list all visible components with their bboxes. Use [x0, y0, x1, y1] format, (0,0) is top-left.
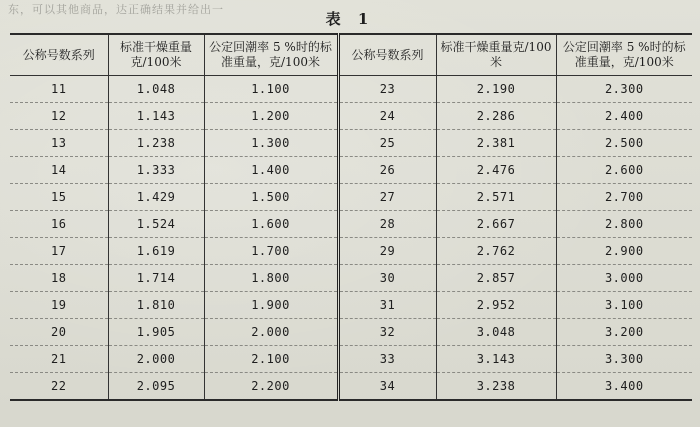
- cell-count-left: 19: [10, 292, 108, 319]
- cell-conditioned-weight-right: 2.400: [556, 103, 692, 130]
- cell-conditioned-weight-left: 2.000: [204, 319, 338, 346]
- table-row: [10, 319, 692, 346]
- cell-count-left: 21: [10, 346, 108, 373]
- cell-conditioned-weight-right: 3.100: [556, 292, 692, 319]
- table-row: [10, 76, 692, 103]
- cell-dry-weight-right: 3.238: [436, 373, 556, 401]
- cell-count-right: 30: [338, 265, 436, 292]
- cell-conditioned-weight-left: 2.100: [204, 346, 338, 373]
- cell-conditioned-weight-left: 1.300: [204, 130, 338, 157]
- cell-count-left: 16: [10, 211, 108, 238]
- cell-count-left: 20: [10, 319, 108, 346]
- table-row: [10, 103, 692, 130]
- cell-count-right: 33: [338, 346, 436, 373]
- cell-dry-weight-left: 2.095: [108, 373, 204, 401]
- header-count-series-right: 公称号数系列: [338, 34, 436, 76]
- cell-conditioned-weight-left: 1.500: [204, 184, 338, 211]
- cell-dry-weight-left: 1.714: [108, 265, 204, 292]
- table-row: [10, 373, 692, 401]
- cell-count-right: 24: [338, 103, 436, 130]
- cell-conditioned-weight-left: 1.100: [204, 76, 338, 103]
- cell-count-right: 32: [338, 319, 436, 346]
- cell-dry-weight-right: 2.571: [436, 184, 556, 211]
- cell-count-right: 29: [338, 238, 436, 265]
- cell-count-left: 17: [10, 238, 108, 265]
- table-row: [10, 265, 692, 292]
- cell-dry-weight-right: 2.381: [436, 130, 556, 157]
- table-row: [10, 238, 692, 265]
- cell-count-left: 13: [10, 130, 108, 157]
- cell-dry-weight-left: 1.905: [108, 319, 204, 346]
- cell-conditioned-weight-right: 2.500: [556, 130, 692, 157]
- cell-dry-weight-right: 2.857: [436, 265, 556, 292]
- cell-count-left: 15: [10, 184, 108, 211]
- cell-dry-weight-right: 2.952: [436, 292, 556, 319]
- cell-dry-weight-right: 3.143: [436, 346, 556, 373]
- cell-conditioned-weight-left: 1.400: [204, 157, 338, 184]
- cell-dry-weight-right: 2.667: [436, 211, 556, 238]
- cell-conditioned-weight-left: 2.200: [204, 373, 338, 401]
- cell-dry-weight-left: 1.429: [108, 184, 204, 211]
- table-row: [10, 130, 692, 157]
- cell-count-right: 27: [338, 184, 436, 211]
- header-conditioned-weight-right: 公定回潮率 5 %时的标准重量，克/100米: [556, 34, 692, 76]
- bleed-through-text: 东，可以其他商品，达正确结果并给出一: [8, 3, 224, 16]
- cell-dry-weight-right: 2.476: [436, 157, 556, 184]
- cell-count-left: 22: [10, 373, 108, 401]
- header-dry-weight-right: 标准干燥重量克/100米: [436, 34, 556, 76]
- cell-conditioned-weight-right: 3.000: [556, 265, 692, 292]
- table-row: [10, 211, 692, 238]
- cell-conditioned-weight-left: 1.700: [204, 238, 338, 265]
- cell-dry-weight-left: 1.333: [108, 157, 204, 184]
- cell-dry-weight-left: 1.619: [108, 238, 204, 265]
- cell-dry-weight-right: 2.762: [436, 238, 556, 265]
- table-row: [10, 346, 692, 373]
- cell-conditioned-weight-right: 2.600: [556, 157, 692, 184]
- cell-dry-weight-right: 2.190: [436, 76, 556, 103]
- cell-conditioned-weight-left: 1.600: [204, 211, 338, 238]
- cell-conditioned-weight-left: 1.900: [204, 292, 338, 319]
- cell-conditioned-weight-right: 3.400: [556, 373, 692, 401]
- header-conditioned-weight-left: 公定回潮率 5 %时的标准重量，克/100米: [204, 34, 338, 76]
- table-caption: 表 1: [325, 10, 375, 28]
- table-row: [10, 157, 692, 184]
- cell-conditioned-weight-right: 2.800: [556, 211, 692, 238]
- cell-dry-weight-left: 1.810: [108, 292, 204, 319]
- cell-conditioned-weight-right: 3.200: [556, 319, 692, 346]
- cell-count-left: 14: [10, 157, 108, 184]
- cell-dry-weight-left: 1.048: [108, 76, 204, 103]
- cell-conditioned-weight-right: 2.300: [556, 76, 692, 103]
- cell-count-left: 18: [10, 265, 108, 292]
- cell-count-right: 25: [338, 130, 436, 157]
- cell-count-right: 28: [338, 211, 436, 238]
- cell-count-right: 26: [338, 157, 436, 184]
- cell-dry-weight-left: 1.143: [108, 103, 204, 130]
- cell-dry-weight-right: 2.286: [436, 103, 556, 130]
- cell-conditioned-weight-left: 1.800: [204, 265, 338, 292]
- table-row: [10, 184, 692, 211]
- cell-count-right: 23: [338, 76, 436, 103]
- cell-dry-weight-left: 1.238: [108, 130, 204, 157]
- cell-conditioned-weight-right: 3.300: [556, 346, 692, 373]
- cell-count-right: 34: [338, 373, 436, 401]
- table-header-row: [10, 34, 692, 76]
- cell-count-left: 12: [10, 103, 108, 130]
- table-row: [10, 292, 692, 319]
- cell-dry-weight-left: 1.524: [108, 211, 204, 238]
- cell-count-right: 31: [338, 292, 436, 319]
- cell-conditioned-weight-right: 2.900: [556, 238, 692, 265]
- header-dry-weight-left: 标准干燥重量克/100米: [108, 34, 204, 76]
- yarn-count-table: [10, 33, 692, 401]
- cell-conditioned-weight-left: 1.200: [204, 103, 338, 130]
- cell-dry-weight-left: 2.000: [108, 346, 204, 373]
- cell-conditioned-weight-right: 2.700: [556, 184, 692, 211]
- cell-dry-weight-right: 3.048: [436, 319, 556, 346]
- cell-count-left: 11: [10, 76, 108, 103]
- header-count-series-left: 公称号数系列: [10, 34, 108, 76]
